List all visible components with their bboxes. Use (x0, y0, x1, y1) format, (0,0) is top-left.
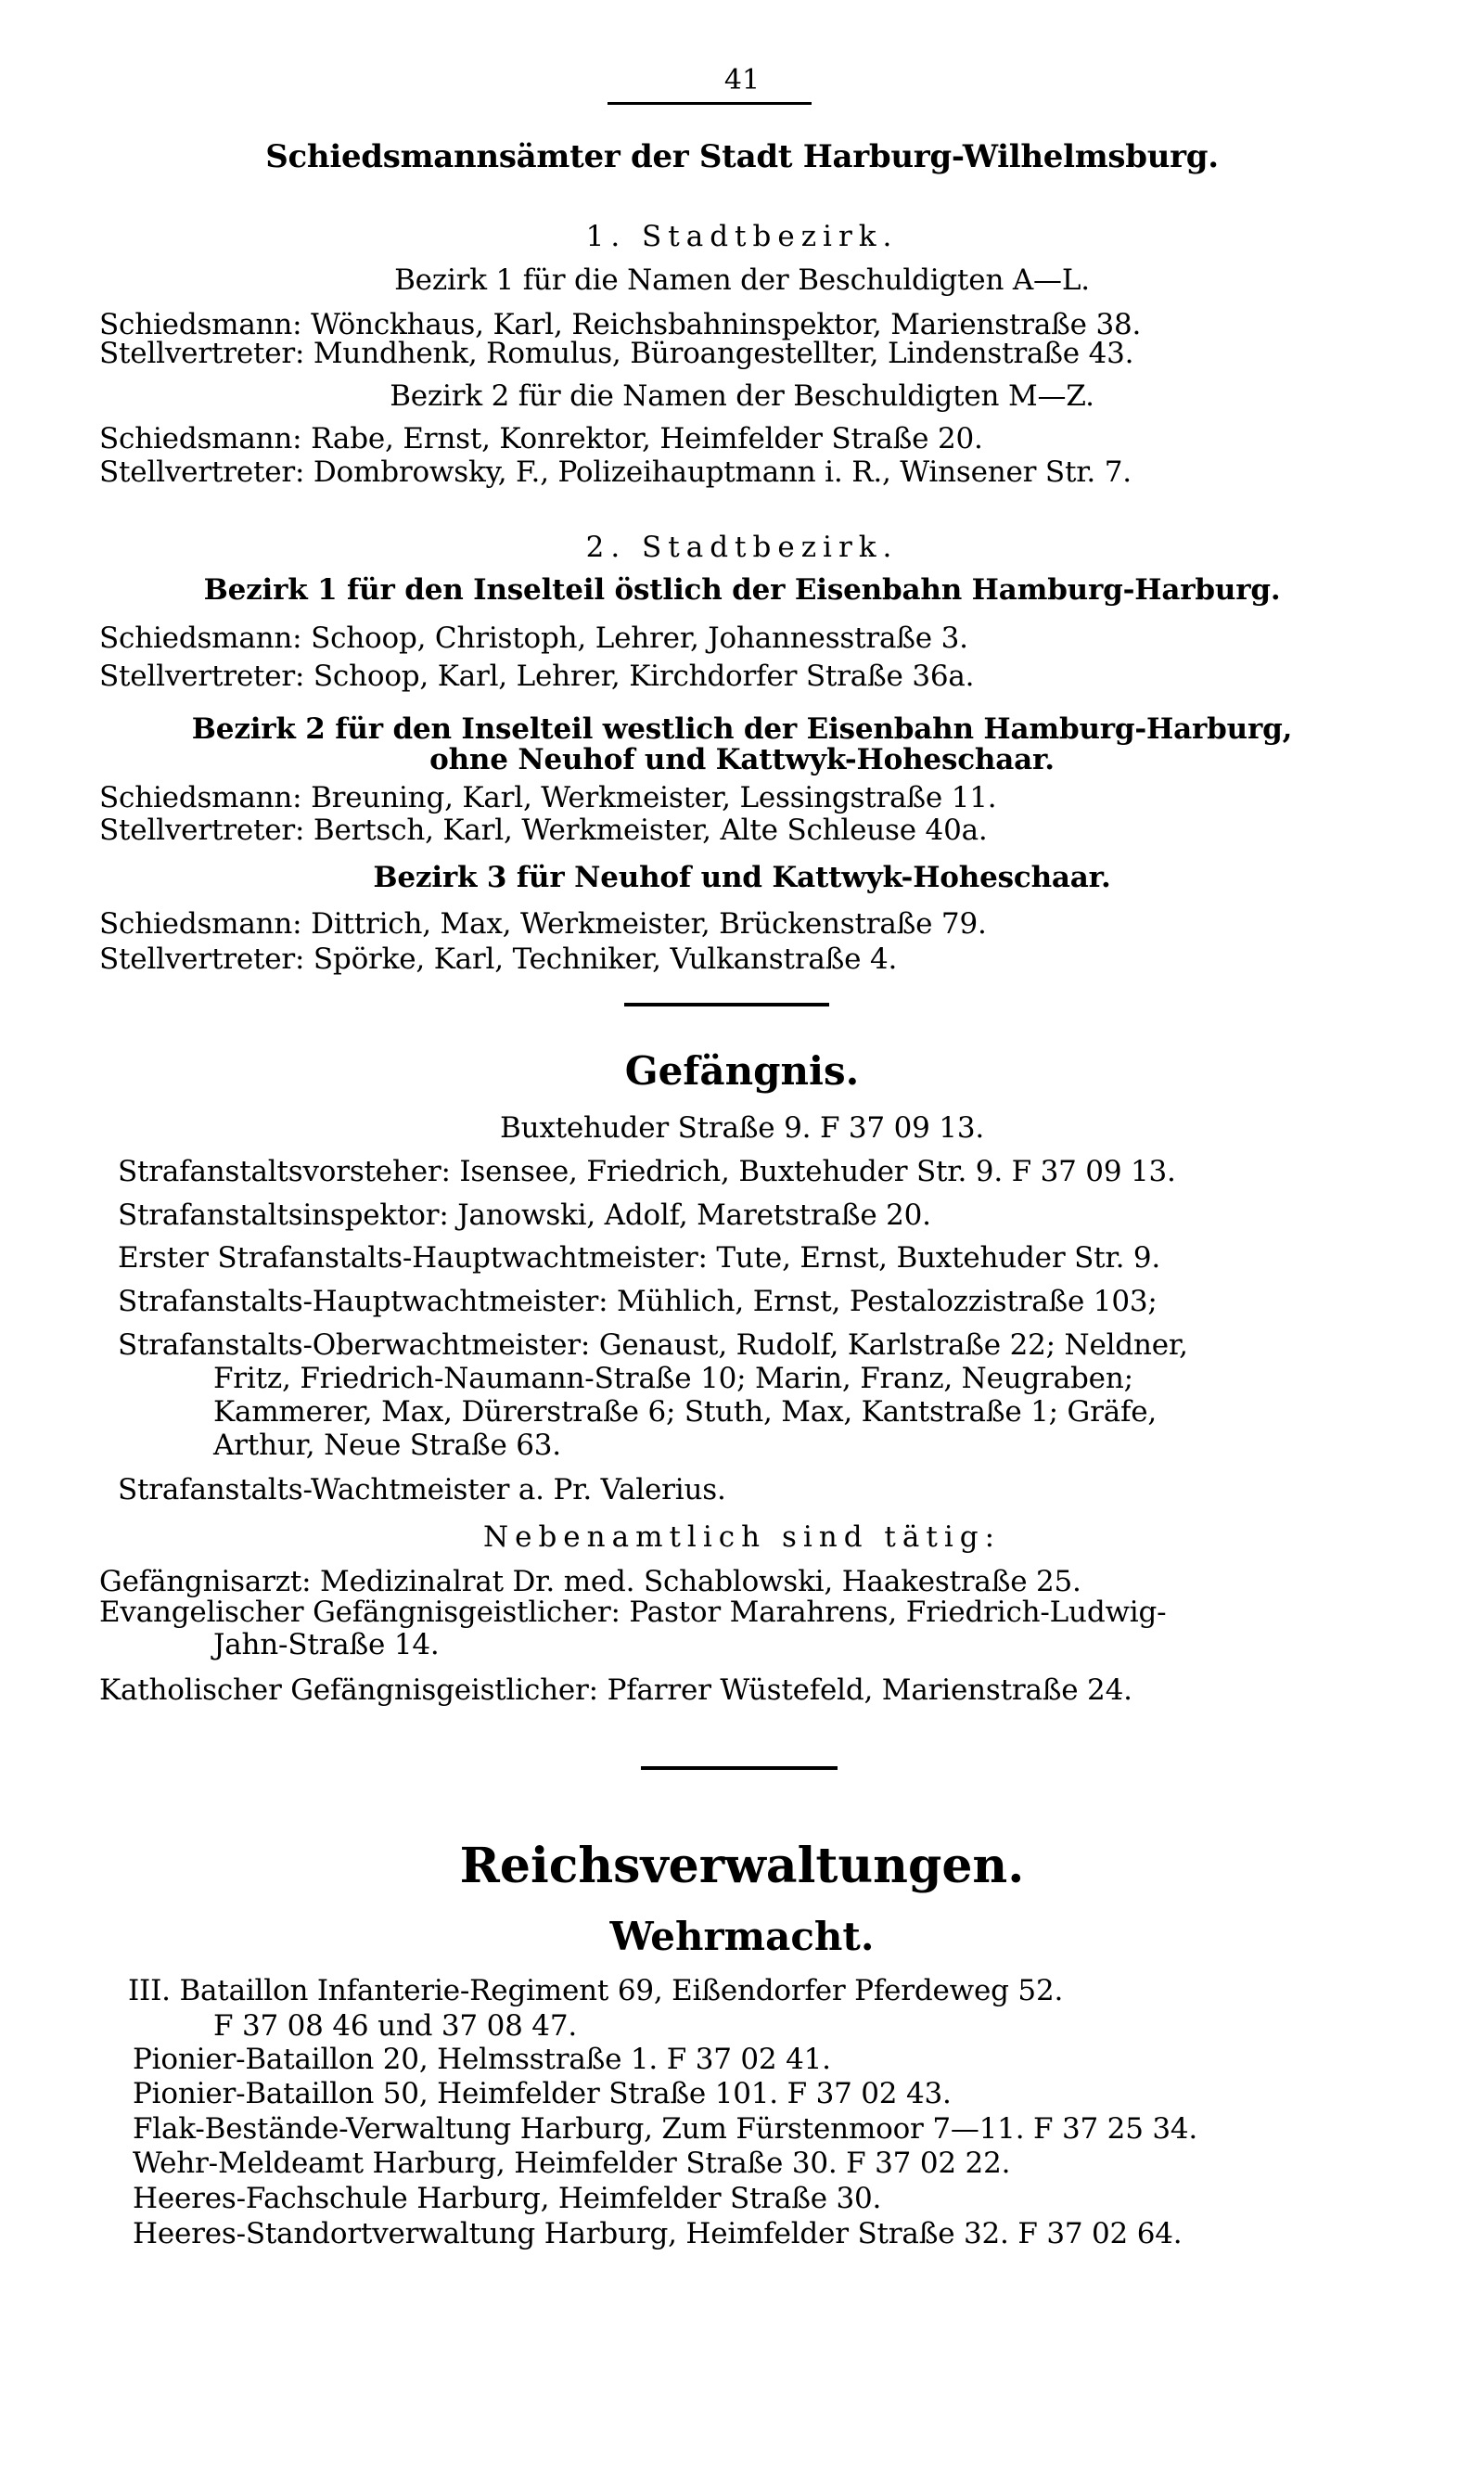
district2-bezirk1-schiedsmann: Schiedsmann: Schoop, Christoph, Lehrer, Johannesstraße 3. (99, 622, 968, 655)
district1-heading: 1. Stadtbezirk. (585, 220, 899, 253)
wehrmacht-infanterie: III. Bataillon Infanterie-Regiment 69, Eißendorfer Pferdeweg 52. (128, 1974, 1064, 2007)
district2-bezirk1-stellvertreter: Stellvertreter: Schoop, Karl, Lehrer, Kirchdorfer Straße 36a. (99, 660, 975, 693)
district1-bezirk2-heading: Bezirk 2 für die Namen der Beschuldigten M—Z. (390, 379, 1094, 413)
wehrmacht-meldeamt: Wehr-Meldeamt Harburg, Heimfelder Straße 30. F 37 02 22. (133, 2147, 1011, 2180)
district2-bezirk3-stellvertreter: Stellvertreter: Spörke, Karl, Techniker, Vulkanstraße 4. (99, 942, 898, 976)
gefaengnis-evangelisch-line2: Jahn-Straße 14. (213, 1628, 440, 1661)
gefaengnis-hauptwachtmeister: Strafanstalts-Hauptwachtmeister: Mühlich, Ernst, Pestalozzistraße 103; (118, 1285, 1158, 1318)
wehrmacht-infanterie-phone: F 37 08 46 und 37 08 47. (213, 2009, 577, 2043)
gefaengnis-oberwachtmeister-line1: Strafanstalts-Oberwachtmeister: Genaust, Rudolf, Karlstraße 22; Neldner, (118, 1328, 1188, 1362)
gefaengnis-wachtmeister: Strafanstalts-Wachtmeister a. Pr. Valerius. (118, 1473, 726, 1506)
district1-bezirk1-schiedsmann: Schiedsmann: Wönckhaus, Karl, Reichsbahninspektor, Marienstraße 38. (99, 308, 1142, 341)
district1-bezirk1-stellvertreter: Stellvertreter: Mundhenk, Romulus, Büroangestellter, Lindenstraße 43. (99, 337, 1134, 370)
district2-bezirk2-heading-line1: Bezirk 2 für den Inselteil westlich der Eisenbahn Hamburg-Harburg, (191, 712, 1293, 746)
wehrmacht-standortverwaltung: Heeres-Standortverwaltung Harburg, Heimfelder Straße 32. F 37 02 64. (133, 2217, 1183, 2250)
gefaengnis-katholisch: Katholischer Gefängnisgeistlicher: Pfarrer Wüstefeld, Marienstraße 24. (99, 1673, 1132, 1707)
wehrmacht-flak: Flak-Bestände-Verwaltung Harburg, Zum Fürstenmoor 7—11. F 37 25 34. (133, 2112, 1198, 2146)
wehrmacht-pionier-20: Pionier-Bataillon 20, Helmsstraße 1. F 37 02 41. (133, 2043, 831, 2076)
district1-bezirk2-schiedsmann: Schiedsmann: Rabe, Ernst, Konrektor, Heimfelder Straße 20. (99, 422, 983, 455)
section-divider-1 (624, 1003, 829, 1006)
district2-bezirk2-heading-line2: ohne Neuhof und Kattwyk-Hoheschaar. (429, 743, 1055, 776)
wehrmacht-pionier-50: Pionier-Bataillon 50, Heimfelder Straße 101. F 37 02 43. (133, 2077, 952, 2110)
gefaengnis-oberwachtmeister-line2: Fritz, Friedrich-Naumann-Straße 10; Marin, Franz, Neugraben; (213, 1362, 1133, 1395)
gefaengnis-oberwachtmeister-line4: Arthur, Neue Straße 63. (213, 1429, 561, 1462)
gefaengnis-arzt: Gefängnisarzt: Medizinalrat Dr. med. Schablowski, Haakestraße 25. (99, 1565, 1081, 1598)
section-title-schiedsmann: Schiedsmannsämter der Stadt Harburg-Wilhelmsburg. (265, 138, 1219, 175)
section-title-gefaengnis: Gefängnis. (624, 1048, 860, 1094)
wehrmacht-fachschule: Heeres-Fachschule Harburg, Heimfelder Straße 30. (133, 2182, 882, 2215)
district1-bezirk1-heading: Bezirk 1 für die Namen der Beschuldigten A—L. (394, 263, 1090, 297)
gefaengnis-erster-hauptwachtmeister: Erster Strafanstalts-Hauptwachtmeister: Tute, Ernst, Buxtehuder Str. 9. (118, 1241, 1161, 1275)
district2-heading: 2. Stadtbezirk. (585, 531, 899, 564)
district2-bezirk1-heading: Bezirk 1 für den Inselteil östlich der Eisenbahn Hamburg-Harburg. (203, 573, 1281, 607)
district1-bezirk2-stellvertreter: Stellvertreter: Dombrowsky, F., Polizeihauptmann i. R., Winsener Str. 7. (99, 455, 1132, 489)
header-rule (608, 102, 812, 105)
gefaengnis-address: Buxtehuder Straße 9. F 37 09 13. (499, 1111, 985, 1145)
gefaengnis-evangelisch-line1: Evangelischer Gefängnisgeistlicher: Pastor Marahrens, Friedrich-Ludwig- (99, 1596, 1167, 1629)
district2-bezirk2-stellvertreter: Stellvertreter: Bertsch, Karl, Werkmeister, Alte Schleuse 40a. (99, 814, 988, 847)
section-title-reichsverwaltungen: Reichsverwaltungen. (459, 1838, 1025, 1894)
district2-bezirk2-schiedsmann: Schiedsmann: Breuning, Karl, Werkmeister, Lessingstraße 11. (99, 781, 997, 814)
page-number: 41 (723, 64, 761, 96)
gefaengnis-vorsteher: Strafanstaltsvorsteher: Isensee, Friedrich, Buxtehuder Str. 9. F 37 09 13. (118, 1155, 1176, 1188)
subsection-title-wehrmacht: Wehrmacht. (609, 1914, 875, 1959)
district2-bezirk3-schiedsmann: Schiedsmann: Dittrich, Max, Werkmeister, Brückenstraße 79. (99, 907, 987, 941)
gefaengnis-inspektor: Strafanstaltsinspektor: Janowski, Adolf, Maretstraße 20. (118, 1199, 931, 1232)
gefaengnis-nebenamtlich: Nebenamtlich sind tätig: (482, 1520, 1002, 1554)
section-divider-2 (641, 1766, 838, 1770)
district2-bezirk3-heading: Bezirk 3 für Neuhof und Kattwyk-Hoheschaar. (373, 861, 1111, 894)
gefaengnis-oberwachtmeister-line3: Kammerer, Max, Dürerstraße 6; Stuth, Max, Kantstraße 1; Gräfe, (213, 1395, 1158, 1429)
